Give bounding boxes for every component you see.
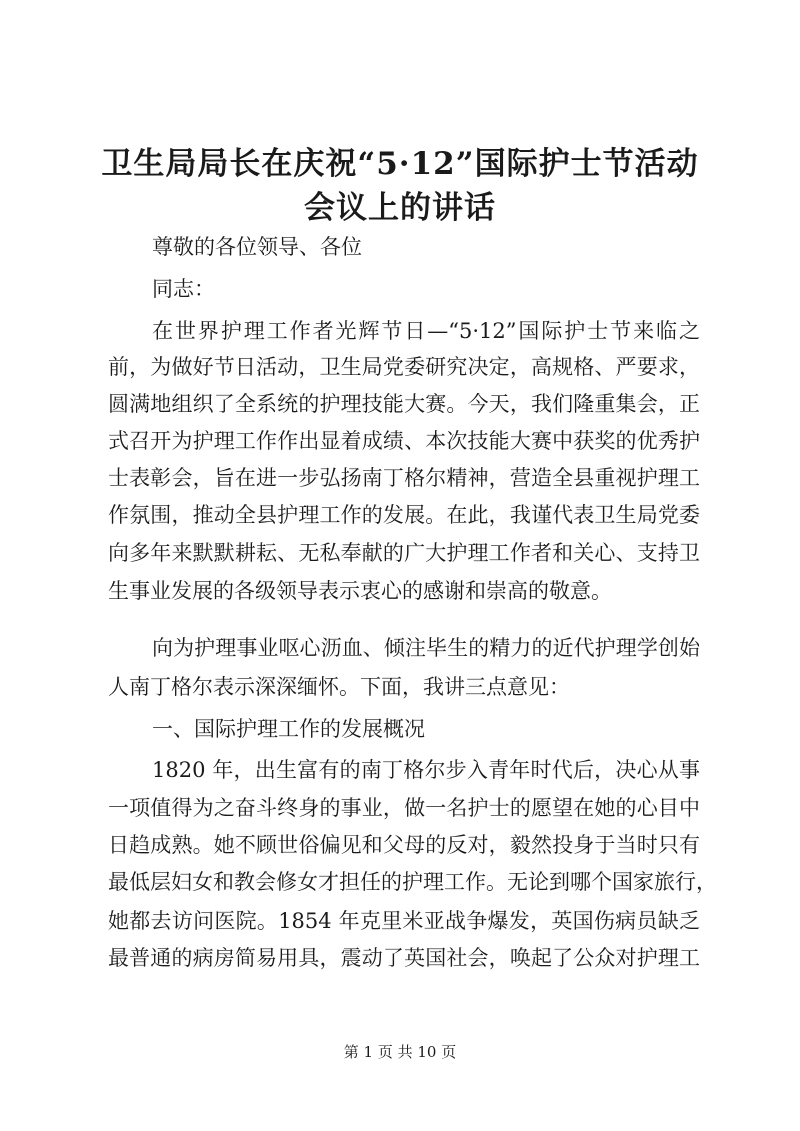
body-text-line: 最低层妇女和教会修女才担任的护理工作。无论到哪个国家旅行， — [108, 870, 717, 894]
salutation-line: 同志： — [152, 277, 215, 301]
body-text-line: 前，为做好节日活动，卫生局党委研究决定，高规格、严要求， — [108, 355, 700, 379]
body-text-line: 人南丁格尔表示深深缅怀。下面，我讲三点意见： — [108, 675, 570, 699]
document-title-line-2: 会议上的讲话 — [304, 190, 496, 226]
salutation-line: 尊敬的各位领导、各位 — [152, 235, 362, 259]
body-text-line: 1820 年，出生富有的南丁格尔步入青年时代后，决心从事 — [152, 758, 700, 782]
body-text-line: 她都去访问医院。1854 年克里米亚战争爆发，英国伤病员缺乏 — [108, 909, 700, 933]
body-text-line: 圆满地组织了全系统的护理技能大赛。今天，我们隆重集会，正 — [108, 392, 700, 416]
body-text-line: 式召开为护理工作作出显着成绩、本次技能大赛中获奖的优秀护 — [108, 429, 700, 453]
body-text-line: 作氛围，推动全县护理工作的发展。在此，我谨代表卫生局党委 — [108, 503, 700, 527]
section-heading: 一、国际护理工作的发展概况 — [152, 717, 425, 741]
body-text-line: 最普通的病房简易用具，震动了英国社会，唤起了公众对护理工 — [108, 946, 700, 970]
body-text-line: 一项值得为之奋斗终身的事业，做一名护士的愿望在她的心目中 — [108, 796, 700, 820]
body-text-line: 向为护理事业呕心沥血、倾注毕生的精力的近代护理学创始 — [152, 636, 700, 660]
body-text-line: 向多年来默默耕耘、无私奉献的广大护理工作者和关心、支持卫 — [108, 541, 700, 565]
body-text-line: 日趋成熟。她不顾世俗偏见和父母的反对，毅然投身于当时只有 — [108, 833, 700, 857]
page-number: 第 1 页 共 10 页 — [343, 1043, 457, 1061]
body-text-line: 士表彰会，旨在进一步弘扬南丁格尔精神，营造全县重视护理工 — [108, 466, 700, 490]
body-text-line: 在世界护理工作者光辉节日—“5·12”国际护士节来临之 — [152, 319, 700, 343]
body-text-line: 生事业发展的各级领导表示衷心的感谢和崇高的敬意。 — [108, 579, 612, 603]
document-title-line-1: 卫生局局长在庆祝“5·12”国际护士节活动 — [101, 146, 699, 182]
